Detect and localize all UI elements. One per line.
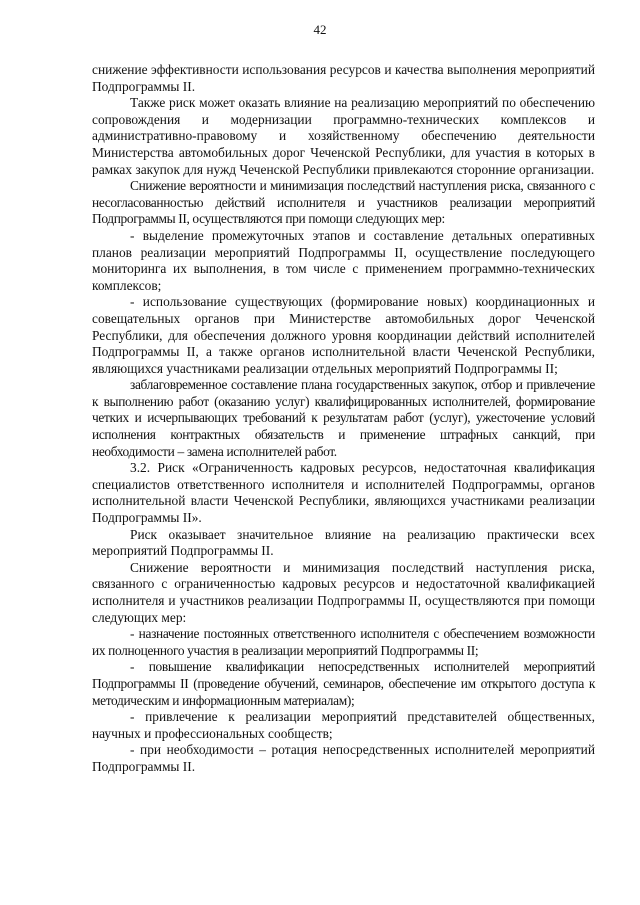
list-item-coordination-bodies: - использование существующих (формирование новых) координационных и совещательных органов при Министерстве автомобильных дорог Чеченской Республики, для обеспечения должного уровня координации действий исполнителей Подпрограммы II, а также органов исполнительной власти Чеченской Республики, являющихся участниками реализации отдельных мероприятий Подпрограммы II; xyxy=(92,294,595,376)
page-number: 42 xyxy=(313,22,327,37)
list-item-rotation: - при необходимости – ротация непосредственных исполнителей мероприятий Подпрограммы II. xyxy=(92,742,595,774)
paragraph-continuation: снижение эффективности использования ресурсов и качества выполнения мероприятий Подпрограммы II. xyxy=(92,62,595,94)
list-item-appoint-executor: - назначение постоянных ответственного исполнителя с обеспечением возможности их полноценного участия в реализации мероприятий Подпрограммы II; xyxy=(92,626,595,658)
paragraph-risk-impact: Риск оказывает значительное влияние на реализацию практически всех мероприятий Подпрограммы II. xyxy=(92,526,595,559)
paragraph-risk-influence: Также риск может оказать влияние на реализацию мероприятий по обеспечению сопровождения и модернизации программно-технических комплексов и административно-правовому и хозяйственному обеспечению деятельности Министерства автомобильных дорог Чеченской Республики, для участия в которых в рамках закупок для нужд Чеченской Республики привлекаются сторонние организации. xyxy=(92,95,595,177)
paragraph-staffing-mitigation-intro: Снижение вероятности и минимизация последствий наступления риска, связанного с ограниченностью кадровых ресурсов и недостаточной квалификацией исполнителя и участников реализации Подпрограммы II, осуществляются при помощи следующих мер: xyxy=(92,559,595,625)
list-item-intermediate-stages: - выделение промежуточных этапов и составление детальных оперативных планов реализации мероприятий Подпрограммы II, осуществление последующего мониторинга их выполнения, в том числе с применением программно-технических комплексов; xyxy=(92,227,595,293)
list-item-attract-representatives: - привлечение к реализации мероприятий представителей общественных, научных и профессиональных сообществ; xyxy=(92,709,595,741)
paragraph-risk-mitigation-intro: Снижение вероятности и минимизация последствий наступления риска, связанного с несогласованностью действий исполнителя и участников реализации мероприятий Подпрограммы II, осуществляются при помощи следующих мер: xyxy=(92,178,595,227)
paragraph-risk-3-2: 3.2. Риск «Ограниченность кадровых ресурсов, недостаточная квалификация специалистов ответственного исполнителя и исполнителей Подпрограммы, органов исполнительной власти Чеченской Республики, являющихся участниками реализации Подпрограммы II». xyxy=(92,460,595,526)
list-item-qualification: - повышение квалификации непосредственных исполнителей мероприятий Подпрограммы II (проведение обучений, семинаров, обеспечение им открытого доступа к методическим и информационным материалам); xyxy=(92,659,595,708)
paragraph-procurement-plan: заблаговременное составление плана государственных закупок, отбор и привлечение к выполнению работ (оказанию услуг) квалифицированных исполнителей, формирование четких и исчерпывающих требований к результатам работ (услуг), ужесточение условий исполнения контрактных обязательств и применение штрафных санкций, при необходимости – замена исполнителей работ. xyxy=(92,377,595,459)
document-body xyxy=(92,62,595,776)
